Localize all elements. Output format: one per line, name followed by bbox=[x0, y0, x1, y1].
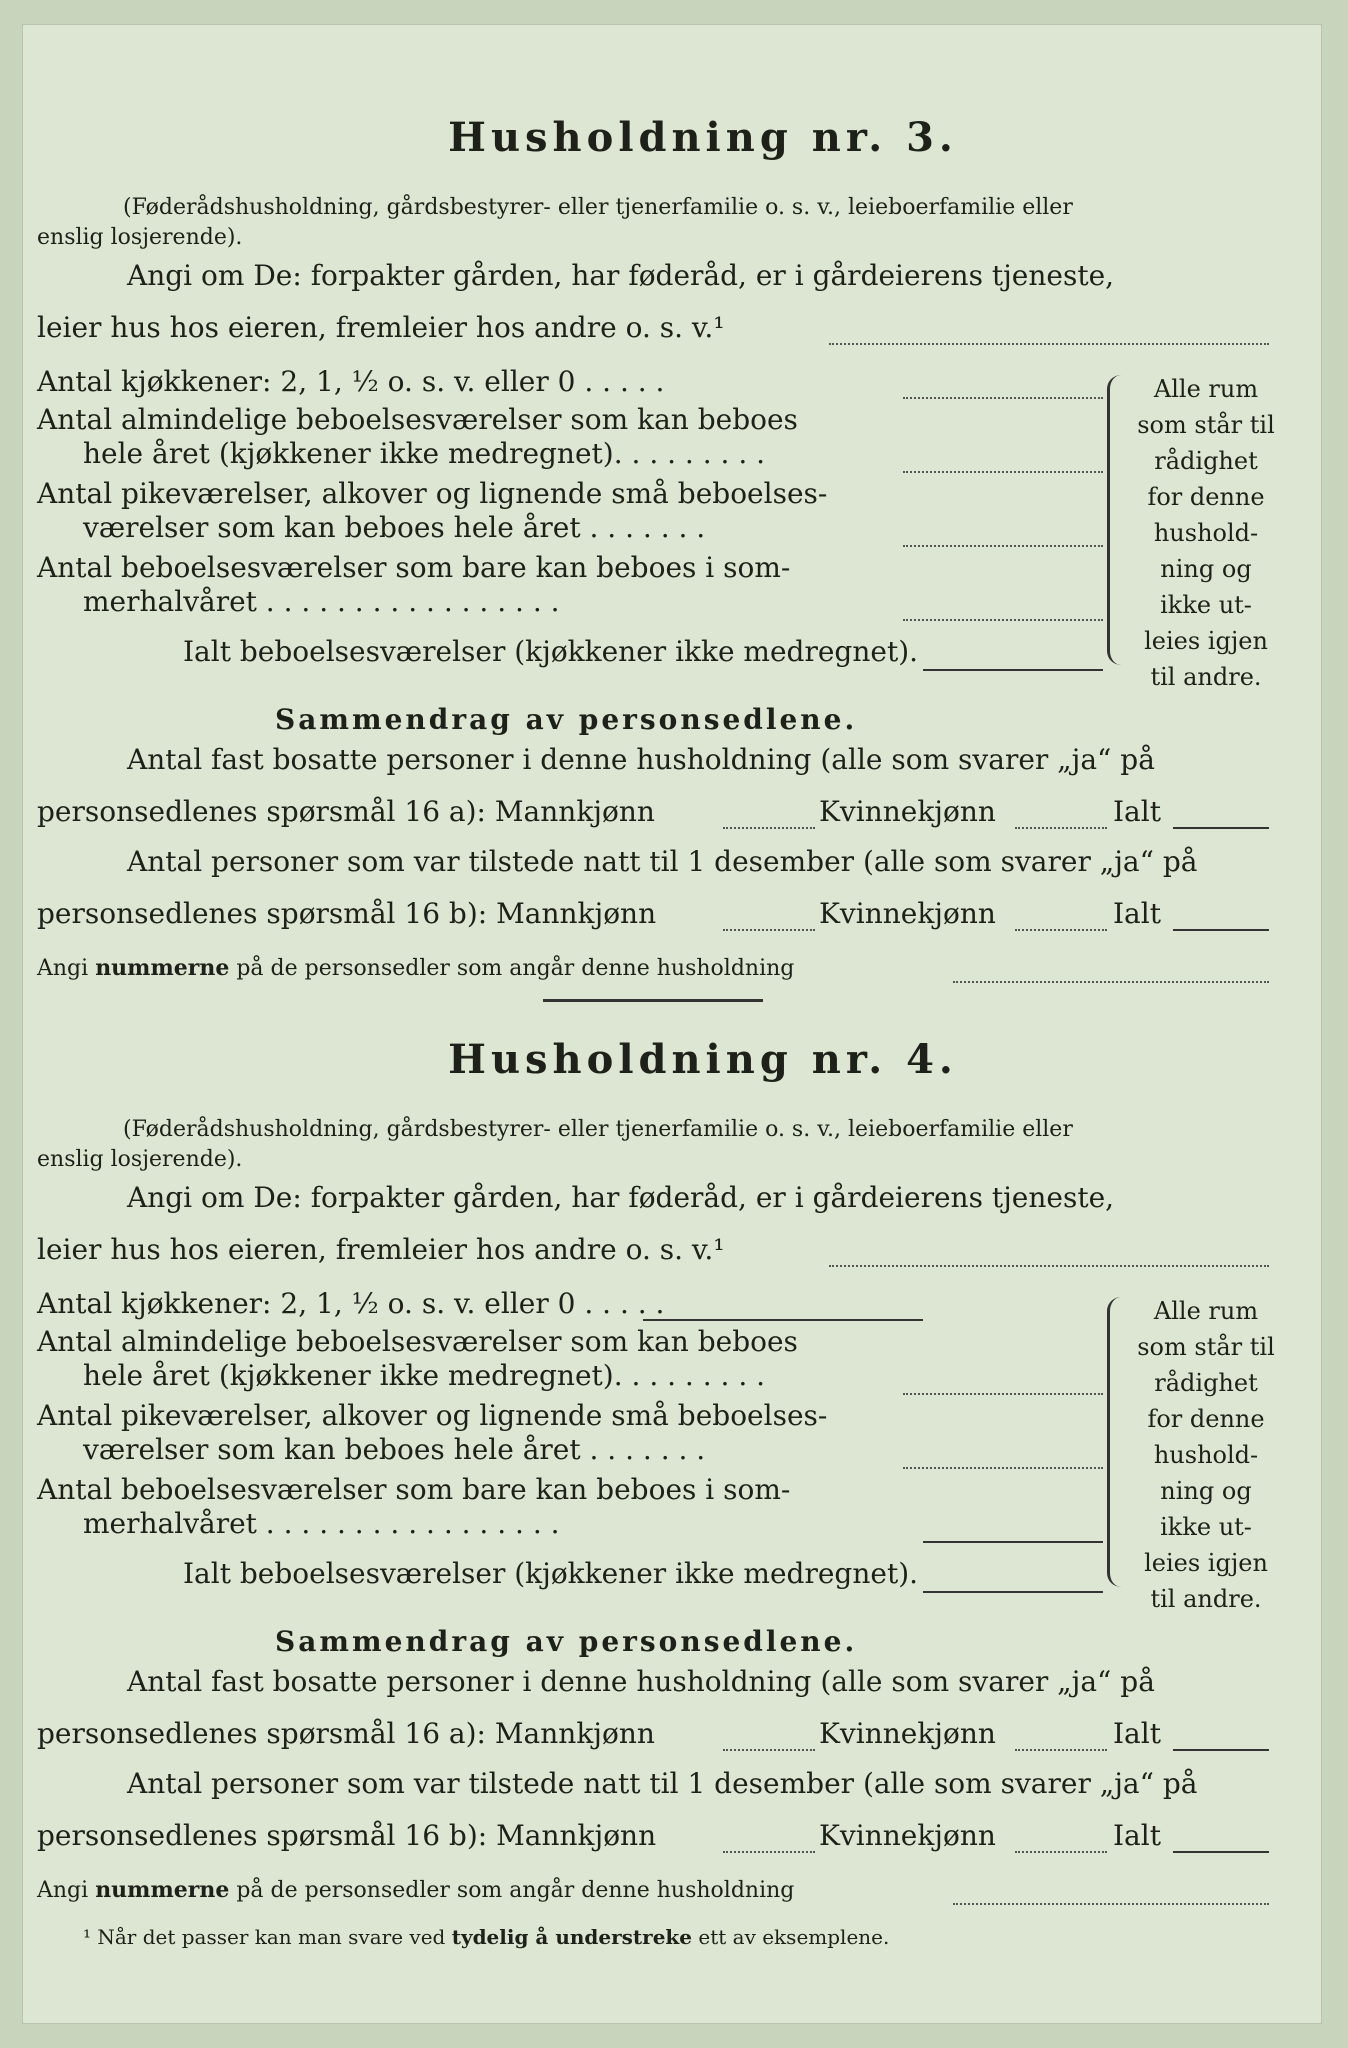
household-4-tilstede-ialt-line[interactable] bbox=[1173, 1851, 1269, 1853]
side-note-line: rådighet bbox=[1154, 1369, 1258, 1397]
household-3-almindelige-answer-line[interactable] bbox=[903, 471, 1103, 473]
household-4-almindelige-answer-line[interactable] bbox=[903, 1393, 1103, 1395]
household-3-angi-line2: leier hus hos eieren, fremleier hos andre o. s. v.¹ bbox=[37, 311, 725, 344]
angi-nr-bold: nummerne bbox=[95, 955, 230, 981]
household-4-angi-answer-line[interactable] bbox=[829, 1265, 1269, 1267]
side-note-line: til andre. bbox=[1150, 663, 1262, 691]
household-3-tilstede-ialt-label: Ialt bbox=[1113, 897, 1161, 930]
household-3-kjokkener-label: Antal kjøkkener: 2, 1, ½ o. s. v. eller 0 . . . . . bbox=[37, 365, 665, 398]
side-note-line: ikke ut- bbox=[1160, 1513, 1252, 1541]
household-3-title: Husholdning nr. 3. bbox=[448, 114, 958, 161]
household-3-section bbox=[23, 113, 1323, 981]
household-4-pike-answer-line[interactable] bbox=[903, 1467, 1103, 1469]
household-4-fast-mann-line[interactable] bbox=[723, 1749, 815, 1751]
side-note-line: for denne bbox=[1147, 1405, 1265, 1433]
household-3-sommer-answer-line[interactable] bbox=[903, 619, 1103, 621]
household-3-pike-answer-line[interactable] bbox=[903, 545, 1103, 547]
household-4-kjokkener-answer-line[interactable] bbox=[643, 1319, 923, 1321]
household-3-note-line1: (Føderådshusholdning, gårdsbestyrer- eller tjenerfamilie o. s. v., leieboerfamilie eller bbox=[123, 195, 1073, 220]
census-form-page bbox=[22, 24, 1322, 2024]
household-3-pike-label-1: Antal pikeværelser, alkover og lignende små beboelses- bbox=[37, 477, 828, 510]
household-3-nummerne-answer-line[interactable] bbox=[953, 981, 1269, 983]
side-note-line: ning og bbox=[1160, 555, 1252, 583]
side-note-line: leies igjen bbox=[1144, 1549, 1268, 1577]
household-3-sommer-label-2: merhalvåret . . . . . . . . . . . . . . . . . bbox=[83, 585, 560, 618]
household-3-tilstede-line1: Antal personer som var tilstede natt til 1 desember (alle som svarer „ja“ på bbox=[127, 845, 1198, 878]
household-3-pike-label-2: værelser som kan beboes hele året . . . . . . . bbox=[83, 511, 706, 544]
household-3-tilstede-kvinne-line[interactable] bbox=[1015, 929, 1107, 931]
household-4-tilstede-line1: Antal personer som var tilstede natt til 1 desember (alle som svarer „ja“ på bbox=[127, 1767, 1198, 1800]
household-4-title: Husholdning nr. 4. bbox=[448, 1036, 958, 1083]
side-note-line: hushold- bbox=[1153, 1441, 1259, 1469]
household-4-angi-nummerne bbox=[37, 1877, 794, 1903]
household-4-brace bbox=[1107, 1297, 1128, 1587]
side-note-line: Alle rum bbox=[1153, 1297, 1259, 1325]
household-3-fast-ialt-line[interactable] bbox=[1173, 827, 1269, 829]
household-4-nummerne-answer-line[interactable] bbox=[953, 1903, 1269, 1905]
household-4-summary-heading: Sammendrag av personsedlene. bbox=[275, 1625, 858, 1658]
household-4-tilstede-ialt-label: Ialt bbox=[1113, 1819, 1161, 1852]
side-note-line: som står til bbox=[1137, 411, 1275, 439]
household-3-ialt-label: Ialt beboelsesværelser (kjøkkener ikke medregnet). bbox=[183, 635, 919, 668]
household-4-fast-kvinne-label: Kvinnekjønn bbox=[819, 1717, 996, 1750]
household-4-angi-line1: Angi om De: forpakter gården, har føderåd, er i gårdeierens tjeneste, bbox=[127, 1181, 1115, 1214]
household-4-pike-label-1: Antal pikeværelser, alkover og lignende små beboelses- bbox=[37, 1399, 828, 1432]
household-4-sommer-label-1: Antal beboelsesværelser som bare kan beboes i som- bbox=[37, 1473, 791, 1506]
household-3-sommer-label-1: Antal beboelsesværelser som bare kan beboes i som- bbox=[37, 551, 791, 584]
household-4-section bbox=[23, 1035, 1323, 1903]
household-3-tilstede-ialt-line[interactable] bbox=[1173, 929, 1269, 931]
household-3-note-line2: enslig losjerende). bbox=[37, 225, 243, 250]
angi-nr-pre: Angi bbox=[37, 956, 89, 981]
household-3-ialt-answer-line[interactable] bbox=[923, 669, 1103, 671]
household-4-almindelige-label-1: Antal almindelige beboelsesværelser som kan beboes bbox=[37, 1325, 798, 1358]
household-4-ialt-answer-line[interactable] bbox=[923, 1591, 1103, 1593]
household-3-angi-nummerne bbox=[37, 955, 794, 981]
household-4-tilstede-kvinne-line[interactable] bbox=[1015, 1851, 1107, 1853]
household-4-angi-line2: leier hus hos eieren, fremleier hos andre o. s. v.¹ bbox=[37, 1233, 725, 1266]
household-4-note-line1: (Føderådshusholdning, gårdsbestyrer- eller tjenerfamilie o. s. v., leieboerfamilie eller bbox=[123, 1117, 1073, 1142]
household-3-fast-mann-line[interactable] bbox=[723, 827, 815, 829]
household-4-tilstede-line2: personsedlenes spørsmål 16 b): Mannkjønn bbox=[37, 1819, 657, 1852]
side-note-line: ikke ut- bbox=[1160, 591, 1252, 619]
household-3-summary-heading: Sammendrag av personsedlene. bbox=[275, 703, 858, 736]
angi-nr-post: på de personsedler som angår denne husholdning bbox=[236, 1878, 795, 1903]
household-4-tilstede-mann-line[interactable] bbox=[723, 1851, 815, 1853]
side-note-line: for denne bbox=[1147, 483, 1265, 511]
side-note-line: Alle rum bbox=[1153, 375, 1259, 403]
household-4-fast-ialt-label: Ialt bbox=[1113, 1717, 1161, 1750]
household-4-ialt-label: Ialt beboelsesværelser (kjøkkener ikke medregnet). bbox=[183, 1557, 919, 1590]
side-note-line: som står til bbox=[1137, 1333, 1275, 1361]
household-3-almindelige-label-1: Antal almindelige beboelsesværelser som kan beboes bbox=[37, 403, 798, 436]
footnote bbox=[83, 1925, 889, 1949]
side-note-line: leies igjen bbox=[1144, 627, 1268, 655]
side-note-line: hushold- bbox=[1153, 519, 1259, 547]
side-note-line: til andre. bbox=[1150, 1585, 1262, 1613]
household-4-sommer-label-2: merhalvåret . . . . . . . . . . . . . . . . . bbox=[83, 1507, 560, 1540]
angi-nr-post: på de personsedler som angår denne husholdning bbox=[236, 956, 795, 981]
household-4-tilstede-kvinne-label: Kvinnekjønn bbox=[819, 1819, 996, 1852]
household-3-fast-line1: Antal fast bosatte personer i denne husholdning (alle som svarer „ja“ på bbox=[127, 743, 1155, 776]
household-3-fast-ialt-label: Ialt bbox=[1113, 795, 1161, 828]
household-4-side-note bbox=[1131, 1293, 1281, 1617]
household-3-tilstede-mann-line[interactable] bbox=[723, 929, 815, 931]
footnote-pre: ¹ Når det passer kan man svare ved bbox=[83, 1925, 446, 1949]
household-3-fast-kvinne-line[interactable] bbox=[1015, 827, 1107, 829]
side-note-line: ning og bbox=[1160, 1477, 1252, 1505]
household-3-tilstede-line2: personsedlenes spørsmål 16 b): Mannkjønn bbox=[37, 897, 657, 930]
household-3-brace bbox=[1107, 375, 1128, 665]
household-3-kjokkener-answer-line[interactable] bbox=[903, 397, 1103, 399]
household-3-almindelige-label-2: hele året (kjøkkener ikke medregnet). . . . . . . . . bbox=[83, 437, 766, 470]
household-4-fast-line1: Antal fast bosatte personer i denne husholdning (alle som svarer „ja“ på bbox=[127, 1665, 1155, 1698]
household-4-sommer-answer-line[interactable] bbox=[923, 1541, 1103, 1543]
household-4-kjokkener-label: Antal kjøkkener: 2, 1, ½ o. s. v. eller 0 . . . . . bbox=[37, 1287, 665, 1320]
household-3-fast-line2: personsedlenes spørsmål 16 a): Mannkjønn bbox=[37, 795, 655, 828]
household-4-pike-label-2: værelser som kan beboes hele året . . . . . . . bbox=[83, 1433, 706, 1466]
footnote-bold: tydelig å understreke bbox=[451, 1925, 693, 1949]
household-3-fast-kvinne-label: Kvinnekjønn bbox=[819, 795, 996, 828]
footnote-post: ett av eksemplene. bbox=[698, 1925, 890, 1949]
household-4-fast-kvinne-line[interactable] bbox=[1015, 1749, 1107, 1751]
side-note-line: rådighet bbox=[1154, 447, 1258, 475]
household-3-angi-line1: Angi om De: forpakter gården, har føderåd, er i gårdeierens tjeneste, bbox=[127, 259, 1115, 292]
household-4-note-line2: enslig losjerende). bbox=[37, 1147, 243, 1172]
section-separator bbox=[543, 999, 763, 1002]
household-4-fast-ialt-line[interactable] bbox=[1173, 1749, 1269, 1751]
household-4-fast-line2: personsedlenes spørsmål 16 a): Mannkjønn bbox=[37, 1717, 655, 1750]
household-4-almindelige-label-2: hele året (kjøkkener ikke medregnet). . . . . . . . . bbox=[83, 1359, 766, 1392]
household-3-tilstede-kvinne-label: Kvinnekjønn bbox=[819, 897, 996, 930]
household-3-angi-answer-line[interactable] bbox=[829, 343, 1269, 345]
angi-nr-pre: Angi bbox=[37, 1878, 89, 1903]
angi-nr-bold: nummerne bbox=[95, 1877, 230, 1903]
household-3-side-note bbox=[1131, 371, 1281, 695]
